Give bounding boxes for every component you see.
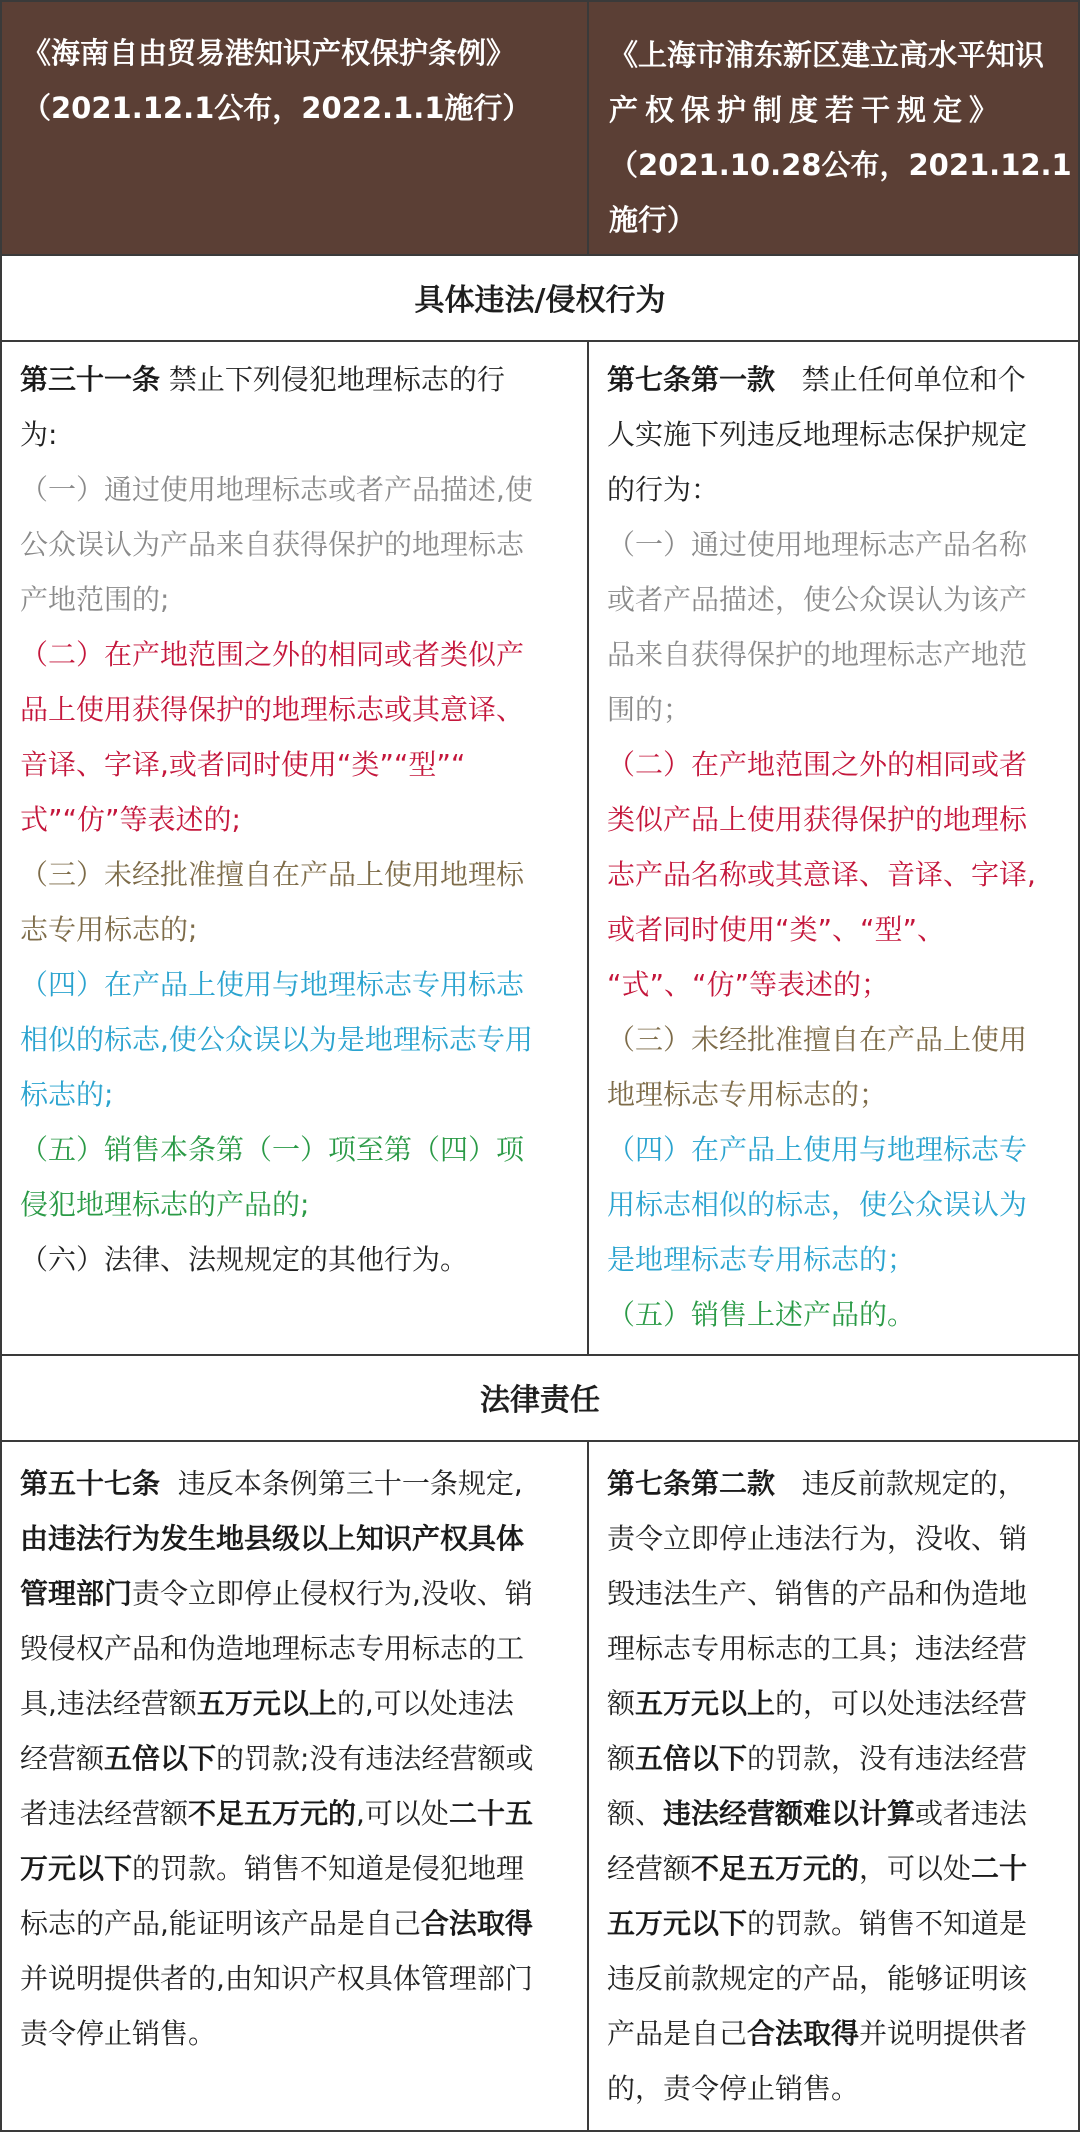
shanghai-l-line6: 额五倍以下的罚款，没有违法经营 xyxy=(607,1742,1028,1775)
hainan-v-item2-4: 式”“仿”等表述的; xyxy=(20,803,241,836)
shanghai-date-line1: （2021.10.28公布，2021.12.1 xyxy=(609,148,1072,182)
hainan-l-line10: 并说明提供者的,由知识产权具体管理部门 xyxy=(20,1962,533,1995)
hainan-v-item4-2: 相似的标志,使公众误以为是地理标志专用 xyxy=(20,1023,533,1056)
hainan-v-item3-1: （三）未经批准擅自在产品上使用地理标 xyxy=(20,858,525,891)
shanghai-l-line7: 额、违法经营额难以计算或者违法 xyxy=(607,1797,1028,1830)
hainan-v-item6-1: （六）法律、法规规定的其他行为。 xyxy=(20,1243,469,1276)
hainan-l-line4: 毁侵权产品和伪造地理标志专用标志的工 xyxy=(20,1632,525,1665)
hainan-v-intro: 第三十一条 禁止下列侵犯地理标志的行 xyxy=(20,363,505,396)
shanghai-l-line4: 理标志专用标志的工具；违法经营 xyxy=(607,1632,1028,1665)
violations-hainan xyxy=(2,340,589,1354)
shanghai-v-intro-2: 人实施下列违反地理标志保护规定 xyxy=(607,418,1028,451)
shanghai-v-intro: 第七条第一款 禁止任何单位和个 xyxy=(607,363,1026,396)
header-row xyxy=(2,2,1078,256)
hainan-v-item2-3: 音译、字译,或者同时使用“类”“型”“ xyxy=(20,748,466,781)
hainan-l-line8: 万元以下的罚款。销售不知道是侵犯地理 xyxy=(20,1852,525,1885)
shanghai-v-item2-3: 志产品名称或其意译、音译、字译, xyxy=(607,858,1036,891)
hainan-v-item1-1: （一）通过使用地理标志或者产品描述,使 xyxy=(20,473,533,506)
shanghai-v-item1-2: 或者产品描述，使公众误认为该产 xyxy=(607,583,1028,616)
section-title-liability xyxy=(2,1354,1078,1442)
shanghai-v-item1-1: （一）通过使用地理标志产品名称 xyxy=(607,528,1028,561)
hainan-v-item5-1: （五）销售本条第（一）项至第（四）项 xyxy=(20,1133,525,1166)
shanghai-l-line3: 毁违法生产、销售的产品和伪造地 xyxy=(607,1577,1028,1610)
shanghai-l-line1: 第七条第二款 违反前款规定的， xyxy=(607,1467,1026,1500)
shanghai-v-item1-3: 品来自获得保护的地理标志产地范 xyxy=(607,638,1028,671)
shanghai-title-line2: 产权保护制度若干规定》 xyxy=(609,93,1006,127)
header-hainan xyxy=(2,2,589,254)
hainan-l-line9: 标志的产品,能证明该产品是自己合法取得 xyxy=(20,1907,533,1940)
shanghai-l-line11: 产品是自己合法取得并说明提供者 xyxy=(607,2017,1028,2050)
shanghai-v-intro-3: 的行为： xyxy=(607,473,720,506)
hainan-v-item1-2: 公众误认为产品来自获得保护的地理标志 xyxy=(20,528,525,561)
hainan-l-line11: 责令停止销售。 xyxy=(20,2017,217,2050)
shanghai-l-line10: 违反前款规定的产品，能够证明该 xyxy=(607,1962,1028,1995)
shanghai-v-item2-5: “式”、“仿”等表述的； xyxy=(607,968,890,1001)
hainan-l-line3: 管理部门责令立即停止侵权行为,没收、销 xyxy=(20,1577,533,1610)
shanghai-v-item5-1: （五）销售上述产品的。 xyxy=(607,1298,916,1331)
hainan-v-item4-1: （四）在产品上使用与地理标志专用标志 xyxy=(20,968,525,1001)
shanghai-v-item2-4: 或者同时使用“类”、“型”、 xyxy=(607,913,946,946)
hainan-l-line5: 具,违法经营额五万元以上的,可以处违法 xyxy=(20,1687,514,1720)
shanghai-v-item4-3: 是地理标志专用标志的； xyxy=(607,1243,916,1276)
hainan-l-line1: 第五十七条 违反本条例第三十一条规定, xyxy=(20,1467,523,1500)
violations-row xyxy=(2,340,1078,1356)
hainan-l-article: 第五十七条 xyxy=(20,1467,161,1500)
shanghai-v-item3-2: 地理标志专用标志的； xyxy=(607,1078,888,1111)
hainan-l-line6: 经营额五倍以下的罚款;没有违法经营额或 xyxy=(20,1742,534,1775)
section-title-liability-text: 法律责任 xyxy=(480,1383,600,1418)
hainan-v-article: 第三十一条 xyxy=(20,363,161,396)
shanghai-date-line2: 施行） xyxy=(609,203,697,237)
hainan-v-item4-3: 标志的; xyxy=(20,1078,114,1111)
hainan-v-item2-2: 品上使用获得保护的地理标志或其意译、 xyxy=(20,693,525,726)
shanghai-v-item2-2: 类似产品上使用获得保护的地理标 xyxy=(607,803,1028,836)
shanghai-title-line1: 《上海市浦东新区建立高水平知识 xyxy=(609,38,1045,72)
hainan-date: （2021.12.1公布，2022.1.1施行） xyxy=(22,91,532,125)
hainan-v-item2-1: （二）在产地范围之外的相同或者类似产 xyxy=(20,638,525,671)
hainan-v-intro-2: 为: xyxy=(20,418,58,451)
shanghai-l-line5: 额五万元以上的，可以处违法经营 xyxy=(607,1687,1028,1720)
section-title-violations xyxy=(2,254,1078,342)
hainan-v-item1-3: 产地范围的; xyxy=(20,583,170,616)
shanghai-l-line12: 的，责令停止销售。 xyxy=(607,2072,860,2105)
shanghai-v-item3-1: （三）未经批准擅自在产品上使用 xyxy=(607,1023,1028,1056)
shanghai-v-item4-2: 用标志相似的标志，使公众误认为 xyxy=(607,1188,1028,1221)
shanghai-l-line2: 责令立即停止违法行为，没收、销 xyxy=(607,1522,1028,1555)
section-title-violations-text: 具体违法/侵权行为 xyxy=(414,283,666,318)
hainan-v-item5-2: 侵犯地理标志的产品的; xyxy=(20,1188,310,1221)
hainan-title: 《海南自由贸易港知识产权保护条例》 xyxy=(22,36,516,70)
shanghai-v-article: 第七条第一款 xyxy=(607,363,776,396)
shanghai-v-item4-1: （四）在产品上使用与地理标志专 xyxy=(607,1133,1028,1166)
shanghai-l-article: 第七条第二款 xyxy=(607,1467,776,1500)
shanghai-l-line9: 五万元以下的罚款。销售不知道是 xyxy=(607,1907,1028,1940)
hainan-l-line2: 由违法行为发生地县级以上知识产权具体 xyxy=(20,1522,525,1555)
liability-row xyxy=(2,1440,1078,2130)
shanghai-v-item2-1: （二）在产地范围之外的相同或者 xyxy=(607,748,1028,781)
hainan-v-item3-2: 志专用标志的; xyxy=(20,913,198,946)
shanghai-v-item1-4: 围的； xyxy=(607,693,692,726)
shanghai-l-line8: 经营额不足五万元的，可以处二十 xyxy=(607,1852,1028,1885)
hainan-l-line7: 者违法经营额不足五万元的,可以处二十五 xyxy=(20,1797,533,1830)
violations-shanghai xyxy=(589,340,1078,1354)
liability-hainan xyxy=(2,1440,589,2130)
header-shanghai xyxy=(589,2,1078,254)
liability-shanghai xyxy=(589,1440,1078,2130)
